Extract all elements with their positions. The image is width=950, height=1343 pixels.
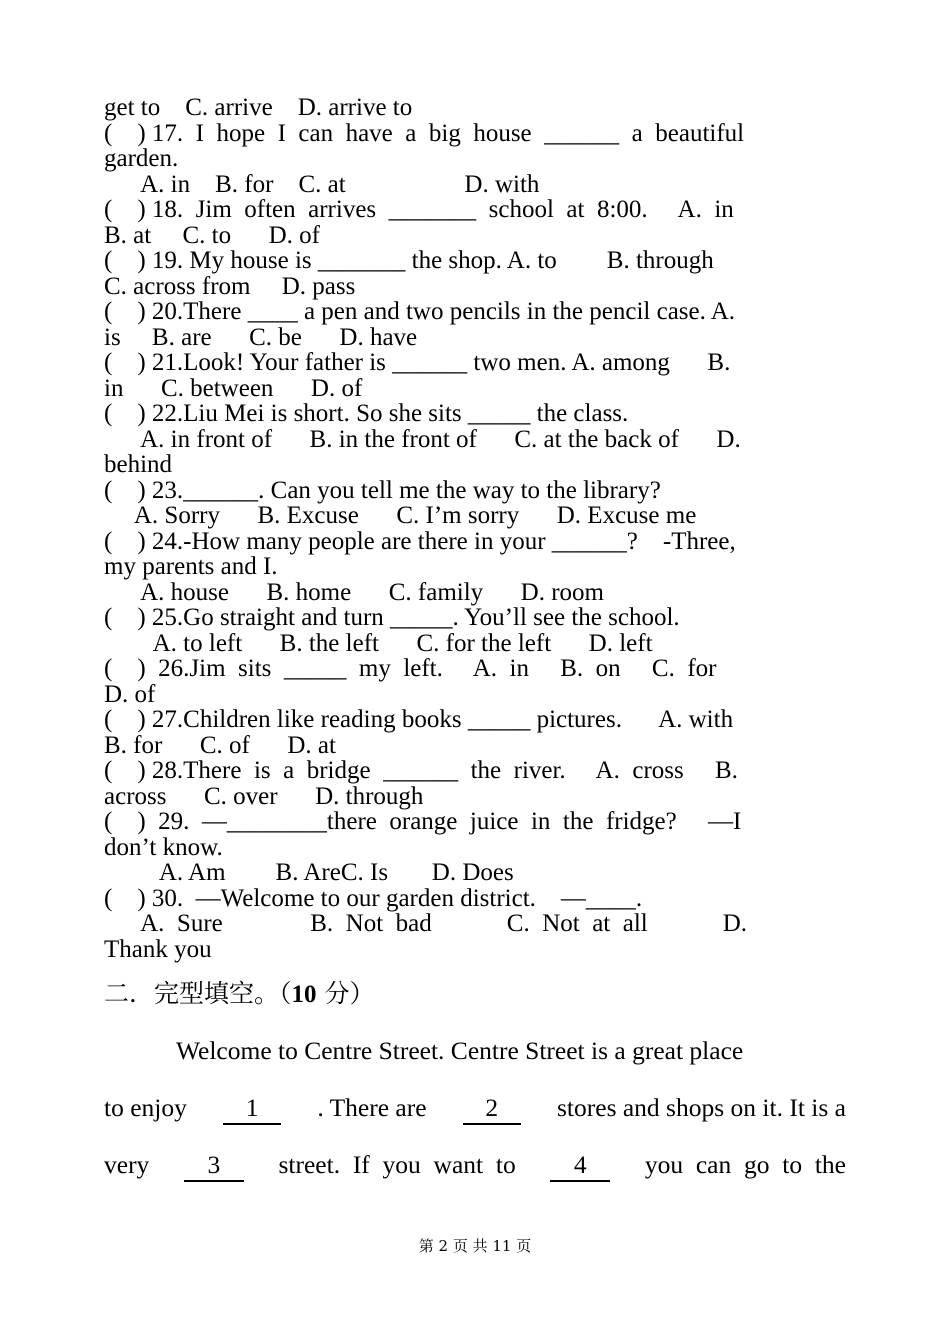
question-5-line-1: in C. between D. of [104,374,363,402]
question-1-line-0: ( ) 17. I hope I can have a big house ______ a beautiful [104,119,745,147]
question-6-line-0: ( ) 22.Liu Mei is short. So she sits _____ the class. [104,400,629,427]
question-9-line-0: ( ) 25.Go straight and turn _____. You’ll see the school. [104,604,680,631]
passage-line-3 [104,1150,846,1182]
question-3-line-1: C. across from D. pass [104,272,356,300]
question-14-line-2: Thank you [104,935,212,963]
question-4-line-1: is B. are C. be D. have [104,323,418,351]
question-2-line-0: ( ) 18. Jim often arrives _______ school at 8:00. A. in [104,196,734,223]
blank-2: 2 [463,1093,521,1125]
passage-text: very [104,1150,150,1179]
question-9-line-1: A. to left B. the left C. for the left D. left [104,629,653,657]
question-12-line-1: across C. over D. through [104,782,424,810]
passage-text: to enjoy [104,1093,187,1122]
question-11-line-0: ( ) 27.Children like reading books _____ pictures. A. with [104,706,734,733]
question-2-line-1: B. at C. to D. of [104,221,320,249]
question-8-line-0: ( ) 24.-How many people are there in your ______? -Three, [104,527,736,555]
question-13-line-1: don’t know. [104,833,223,861]
question-11-line-1: B. for C. of D. at [104,731,336,759]
blank-4: 4 [550,1150,610,1182]
blank-1: 1 [223,1093,281,1125]
question-13-line-2: A. Am B. AreC. Is D. Does [104,859,514,886]
question-8-line-2: A. house B. home C. family D. room [104,578,604,606]
section-suffix: 分） [316,979,375,1008]
question-12-line-0: ( ) 28.There is a bridge ______ the river. A. cross B. [104,757,738,784]
question-13-line-0: ( ) 29. —________there orange juice in the fridge? —I [104,808,742,835]
page-footer: 第 2 页 共 11 页 [418,1237,532,1255]
question-1-line-1: garden. [104,145,179,172]
section-heading [104,974,374,1010]
section-prefix: 二．完型填空。（ [104,979,292,1008]
passage [104,1036,846,1066]
question-7-line-0: ( ) 23.______. Can you tell me the way to the library? [104,476,661,504]
question-1-line-2: A. in B. for C. at D. with [104,170,540,198]
question-14-line-0: ( ) 30. —Welcome to our garden district. —____. [104,884,643,912]
question-6-line-2: behind [104,451,173,478]
question-7-line-1: A. Sorry B. Excuse C. I’m sorry D. Excuse me [104,502,697,529]
section-points: 10 [291,981,317,1008]
question-6-line-1: A. in front of B. in the front of C. at the back of D. [104,425,741,453]
question-14-line-1: A. Sure B. Not bad C. Not at all D. [104,910,748,937]
blank-3: 3 [184,1150,244,1182]
question-5-line-0: ( ) 21.Look! Your father is ______ two men. A. among B. [104,349,731,376]
passage-text: street. If you want to [278,1150,516,1179]
passage-text: . There are [317,1093,427,1122]
passage-line-1: Welcome to Centre Street. Centre Street is a great place [176,1036,744,1065]
passage-text: you can go to the [644,1150,846,1179]
question-8-line-1: my parents and I. [104,553,278,580]
question-10-line-1: D. of [104,680,156,708]
passage-line-2 [104,1093,846,1125]
question-0-line-0: get to C. arrive D. arrive to [104,94,413,121]
question-3-line-0: ( ) 19. My house is _______ the shop. A. to B. through [104,247,714,274]
question-4-line-0: ( ) 20.There ____ a pen and two pencils in the pencil case. A. [104,298,736,325]
question-10-line-0: ( ) 26.Jim sits _____ my left. A. in B. on C. for [104,655,717,682]
passage-text: stores and shops on it. It is a [557,1093,846,1122]
